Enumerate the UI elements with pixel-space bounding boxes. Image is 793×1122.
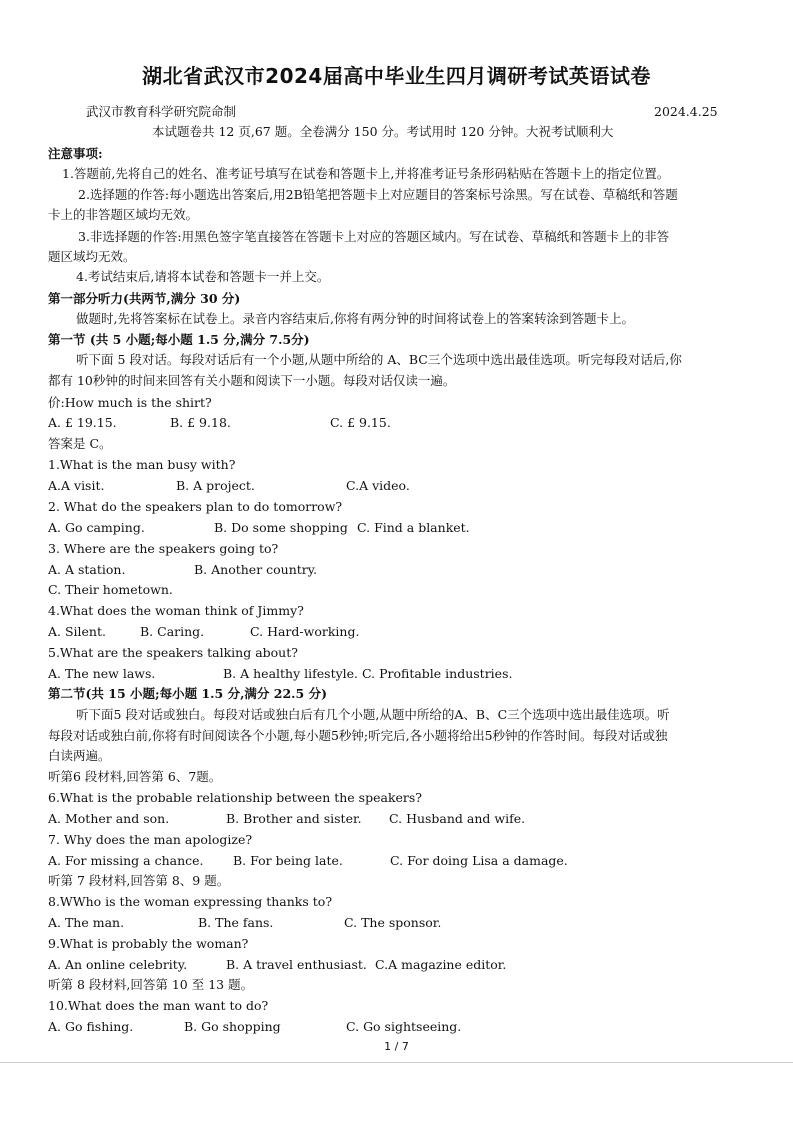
- material-8-instruction: 听第 8 段材料,回答第 10 至 13 题。: [48, 977, 254, 992]
- exam-date: 2024.4.25: [654, 104, 718, 119]
- question-1: 1.What is the man busy with?: [48, 457, 236, 472]
- page-divider: [0, 1062, 793, 1063]
- section2-intro-end: 白读两遍。: [48, 748, 111, 763]
- q6-option-c: C. Husband and wife.: [389, 811, 526, 826]
- notice-heading: 注意事项:: [48, 146, 103, 161]
- notice-item-2-cont: 卡上的非答题区域均无效。: [48, 207, 199, 222]
- q2-option-a: A. Go camping.: [48, 520, 145, 535]
- q7-option-b: B. For being late.: [233, 853, 343, 868]
- q6-option-b: B. Brother and sister.: [226, 811, 362, 826]
- section2-intro: 听下面5 段对话或独白。每段对话或独白后有几个小题,从题中所给的A、B、C三个选项中选出最佳选项。听: [76, 707, 670, 722]
- material-7-instruction: 听第 7 段材料,回答第 8、9 题。: [48, 873, 230, 888]
- q1-option-a: A.A visit.: [48, 478, 105, 493]
- example-answer: 答案是 C。: [48, 436, 112, 451]
- q7-option-a: A. For missing a chance.: [48, 853, 204, 868]
- section2-intro-cont: 每段对话或独白前,你将有时间阅读各个小题,每小题5秒钟;听完后,各小题将给出5秒钟的作答时间。每段对话或独: [48, 728, 668, 743]
- section1-intro-cont: 都有 10秒钟的时间来回答有关小题和阅读下一小题。每段对话仅读一遍。: [48, 373, 456, 388]
- question-6: 6.What is the probable relationship between the speakers?: [48, 790, 423, 805]
- section1-intro: 听下面 5 段对话。每段对话后有一个小题,从题中所给的 A、BC三个选项中选出最佳选项。听完每段对话后,你: [76, 352, 682, 367]
- q9-option-b: B. A travel enthusiast.: [226, 957, 367, 972]
- q3-option-c: C. Their hometown.: [48, 582, 173, 597]
- part1-intro: 做题时,先将答案标在试卷上。录音内容结束后,你将有两分钟的时间将试卷上的答案转涂到答题卡上。: [76, 311, 634, 326]
- q2-option-c: C. Find a blanket.: [357, 520, 470, 535]
- question-10: 10.What does the man want to do?: [48, 998, 269, 1013]
- example-question: 价:How much is the shirt?: [48, 395, 212, 410]
- example-option-c: C. £ 9.15.: [330, 415, 391, 430]
- question-5: 5.What are the speakers talking about?: [48, 645, 298, 660]
- q8-option-a: A. The man.: [48, 915, 125, 930]
- q1-option-c: C.A video.: [346, 478, 410, 493]
- q4-option-a: A. Silent.: [48, 624, 106, 639]
- q3-option-b: B. Another country.: [194, 562, 318, 577]
- q8-option-c: C. The sponsor.: [344, 915, 442, 930]
- q9-option-c: C.A magazine editor.: [375, 957, 507, 972]
- q1-option-b: B. A project.: [176, 478, 255, 493]
- example-option-a: A. £ 19.15.: [48, 415, 117, 430]
- q10-option-a: A. Go fishing.: [48, 1019, 134, 1034]
- notice-item-3: 3.非选择题的作答:用黑色签字笔直接答在答题卡上对应的答题区域内。写在试卷、草稿纸和答题卡上的非答: [78, 229, 670, 244]
- q7-option-c: C. For doing Lisa a damage.: [390, 853, 568, 868]
- question-4: 4.What does the woman think of Jimmy?: [48, 603, 304, 618]
- section1-heading: 第一节 (共 5 小题;每小题 1.5 分,满分 7.5分): [48, 332, 310, 347]
- q10-option-b: B. Go shopping: [184, 1019, 281, 1034]
- notice-item-4: 4.考试结束后,请将本试卷和答题卡一并上交。: [76, 269, 330, 284]
- q6-option-a: A. Mother and son.: [48, 811, 170, 826]
- exam-info: 本试题卷共 12 页,67 题。全卷满分 150 分。考试用时 120 分钟。大祝考试顺利大: [152, 124, 614, 139]
- q3-option-a: A. A station.: [48, 562, 126, 577]
- question-2: 2. What do the speakers plan to do tomorrow?: [48, 499, 343, 514]
- q5-option-bc: B. A healthy lifestyle. C. Profitable industries.: [223, 666, 513, 681]
- issuer: 武汉市教育科学研究院命制: [86, 104, 237, 119]
- notice-item-3-cont: 题区域均无效。: [48, 249, 136, 264]
- q4-option-c: C. Hard-working.: [250, 624, 360, 639]
- q8-option-b: B. The fans.: [198, 915, 274, 930]
- question-9: 9.What is probably the woman?: [48, 936, 249, 951]
- page-number: 1 / 7: [384, 1040, 409, 1053]
- q2-option-b: B. Do some shopping: [214, 520, 348, 535]
- notice-item-1: 1.答题前,先将自己的姓名、准考证号填写在试卷和答题卡上,并将准考证号条形码粘贴在答题卡上的指定位置。: [62, 166, 670, 181]
- q9-option-a: A. An online celebrity.: [48, 957, 188, 972]
- q5-option-a: A. The new laws.: [48, 666, 156, 681]
- example-option-b: B. £ 9.18.: [170, 415, 231, 430]
- question-3: 3. Where are the speakers going to?: [48, 541, 279, 556]
- exam-title: 湖北省武汉市2024届高中毕业生四月调研考试英语试卷: [142, 64, 651, 88]
- notice-item-2: 2.选择题的作答:每小题选出答案后,用2B铅笔把答题卡上对应题目的答案标号涂黑。写在试卷、草稿纸和答题: [78, 187, 678, 202]
- material-6-instruction: 听第6 段材料,回答第 6、7题。: [48, 769, 222, 784]
- section2-heading: 第二节(共 15 小题;每小题 1.5 分,满分 22.5 分): [48, 686, 327, 701]
- part1-heading: 第一部分听力(共两节,满分 30 分): [48, 291, 241, 306]
- question-7: 7. Why does the man apologize?: [48, 832, 253, 847]
- q10-option-c: C. Go sightseeing.: [346, 1019, 462, 1034]
- q4-option-b: B. Caring.: [140, 624, 205, 639]
- question-8: 8.WWho is the woman expressing thanks to?: [48, 894, 333, 909]
